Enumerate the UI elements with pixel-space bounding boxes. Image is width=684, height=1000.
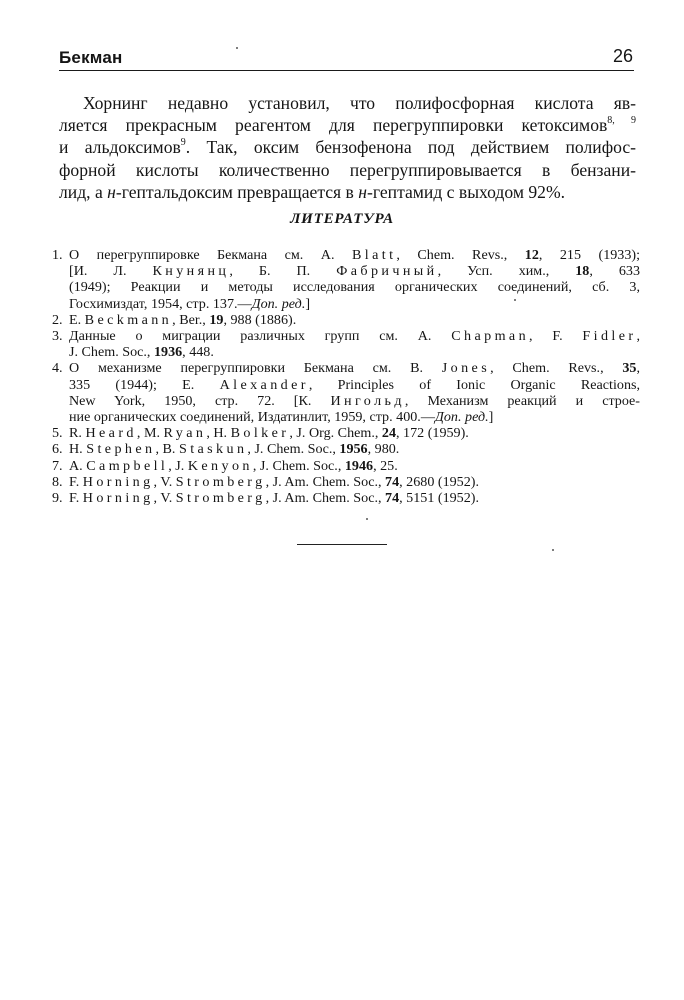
reference-text: , 448. [182, 344, 214, 361]
reference-text: E. [182, 376, 220, 393]
reference-text: , J. Chem. Soc., [252, 457, 345, 474]
reference-text: ние органических соединений, Издатинлит, 1959, стр. 400.— [69, 409, 435, 426]
reference-author: Horning [82, 490, 154, 507]
footnote-reference: 8, 9 [607, 115, 636, 127]
reference-text: R. [69, 425, 86, 442]
reference-text: О механизме перегруппировки Бекмана см. [69, 360, 411, 377]
reference-text: A. [417, 328, 452, 345]
reference-number: 2. [52, 311, 63, 328]
paragraph-text: лид, а [59, 181, 108, 202]
paragraph-line [59, 181, 636, 203]
reference-text: , Chem. Revs., [490, 360, 623, 377]
reference-text: , [636, 360, 640, 377]
print-speck [552, 549, 554, 551]
reference-text: F. [69, 490, 83, 507]
reference-text: , B. [155, 441, 179, 458]
reference-volume: 12 [524, 247, 539, 263]
reference-number: 8. [52, 473, 63, 490]
reference-item [52, 458, 640, 474]
reference-text: J. Chem. Soc., [69, 344, 154, 361]
reference-author: Фабричный [336, 263, 438, 280]
paragraph-line: форной кислоты количественно перегруппировывается в бензани- [59, 159, 636, 180]
reference-author: Jones [441, 360, 491, 377]
reference-text: , 633 [589, 263, 640, 280]
reference-volume: 35 [622, 360, 637, 377]
reference-line [69, 312, 640, 328]
paragraph-text: -гептамид с выходом 92%. [367, 181, 566, 202]
reference-author: Horning [82, 473, 154, 490]
reference-line [69, 360, 640, 376]
paragraph-text: . Так, оксим бензофенона под действием полифос- [185, 137, 636, 158]
reference-number: 1. [52, 247, 63, 263]
reference-volume: 18 [575, 263, 590, 280]
reference-author: Ryan [163, 425, 207, 442]
reference-text: , J. Am. Chem. Soc., [265, 473, 386, 490]
reference-text: , 2680 (1952). [399, 473, 479, 490]
reference-text: , V. [153, 490, 176, 507]
reference-line [69, 441, 640, 457]
reference-author: Blatt [351, 247, 397, 263]
reference-text: E. [69, 311, 85, 328]
reference-author: Staskun [178, 441, 248, 458]
reference-text: И. Л. [73, 263, 153, 280]
italic-prefix: н [107, 181, 116, 202]
reference-text: , J. Chem. Soc., [247, 441, 340, 458]
reference-text: О перегруппировке Бекмана см. [69, 247, 321, 263]
reference-item [52, 328, 640, 360]
reference-text: , J. [168, 457, 188, 474]
reference-line [69, 263, 640, 279]
reference-text: Данные о миграции различных групп см. [69, 328, 418, 345]
references-heading: ЛИТЕРАТУРА [290, 211, 394, 227]
running-header-title: Бекман [59, 48, 123, 67]
reference-number: 4. [52, 360, 63, 377]
paragraph-line [59, 136, 636, 158]
reference-text: H. [69, 441, 87, 458]
italic-prefix: н [358, 181, 367, 202]
body-paragraph [59, 92, 636, 203]
reference-line [69, 490, 640, 506]
paragraph-text: ляется прекрасным реагентом для перегруппировки кетоксимов [59, 115, 608, 136]
reference-author: Ингольд [330, 392, 405, 409]
reference-line [69, 458, 640, 474]
reference-number: 6. [52, 441, 63, 458]
reference-text: , Б. П. [229, 263, 337, 280]
reference-number: 7. [52, 457, 63, 474]
reference-item [52, 247, 640, 312]
reference-text: , J. Am. Chem. Soc., [265, 490, 386, 507]
reference-text: , V. [153, 473, 176, 490]
paragraph-text: и альдоксимов [59, 137, 181, 158]
editor-note: Доп. ред. [251, 295, 306, 312]
running-header [59, 44, 634, 71]
reference-author: Kenyon [187, 457, 253, 474]
reference-volume: 1956 [339, 441, 368, 458]
reference-text: , Chem. Revs., [396, 247, 525, 263]
reference-text: , Ber., [172, 311, 210, 328]
footnote-reference: 9 [180, 137, 186, 149]
paragraph-text: -гептальдоксим превращается в [115, 181, 359, 202]
reference-line [69, 296, 640, 312]
reference-text: , [636, 328, 640, 345]
references-list [52, 247, 640, 506]
reference-item [52, 474, 640, 490]
reference-line [69, 328, 640, 344]
print-speck [236, 47, 238, 49]
editor-note: Доп. ред. [434, 409, 489, 426]
section-end-rule [297, 544, 387, 545]
reference-number: 9. [52, 490, 63, 507]
page-number: 26 [612, 46, 633, 66]
reference-line [69, 425, 640, 441]
reference-author: Stephen [86, 441, 156, 458]
reference-text: [ [69, 263, 74, 280]
reference-text: ] [488, 409, 494, 426]
reference-line [69, 377, 640, 393]
reference-volume: 1936 [153, 344, 183, 361]
reference-volume: 74 [385, 473, 400, 490]
reference-author: Stromberg [175, 490, 266, 507]
reference-text: ] [305, 295, 311, 312]
reference-item [52, 490, 640, 506]
reference-text: , 172 (1959). [396, 425, 469, 442]
reference-text: К. [298, 392, 331, 409]
reference-text: , Principles of Ionic Organic Reactions, [308, 376, 640, 393]
reference-volume: 74 [385, 490, 400, 507]
reference-text: B. [410, 360, 442, 377]
reference-text: , Усп. хим., [437, 263, 576, 280]
reference-line [69, 409, 640, 425]
reference-text: (1949); Реакции и методы исследования органических соединений, сб. 3, [69, 279, 640, 296]
reference-text: A. [69, 457, 87, 474]
reference-text: , 980. [367, 441, 400, 458]
paragraph-line [59, 114, 636, 136]
reference-line [69, 247, 640, 263]
print-speck [514, 299, 516, 301]
reference-line [69, 344, 640, 360]
reference-item [52, 312, 640, 328]
reference-item [52, 425, 640, 441]
reference-line [69, 279, 640, 295]
reference-author: Beckmann [84, 311, 173, 328]
reference-number: 5. [52, 425, 63, 442]
reference-text: , M. [136, 425, 164, 442]
reference-volume: 1946 [344, 457, 374, 474]
reference-volume: 24 [381, 425, 396, 442]
reference-number: 3. [52, 328, 63, 345]
reference-text: , 988 (1886). [223, 311, 297, 328]
reference-author: Heard [85, 425, 137, 442]
reference-text: , J. Org. Chem., [289, 425, 382, 442]
reference-text: , 5151 (1952). [399, 490, 479, 507]
reference-text: , 25. [373, 457, 398, 474]
reference-author: Bolker [230, 425, 290, 442]
reference-text: A. [320, 247, 352, 263]
paragraph-line: Хорнинг недавно установил, что полифосфорная кислота яв- [83, 93, 636, 113]
reference-item [52, 441, 640, 457]
reference-author: Fidler [582, 328, 637, 345]
reference-line [69, 474, 640, 490]
reference-line [69, 393, 640, 409]
print-speck [366, 518, 368, 520]
reference-author: Chapman [451, 328, 530, 345]
reference-text: , F. [529, 328, 583, 345]
reference-text: Госхимиздат, 1954, стр. 137.— [69, 295, 252, 312]
reference-text: New York, 1950, стр. 72. [ [69, 392, 299, 409]
reference-text: , Механизм реакций и строе- [404, 392, 640, 409]
reference-text: 335 (1944); [69, 376, 183, 393]
reference-author: Alexander [219, 376, 309, 393]
reference-author: Stromberg [175, 473, 266, 490]
reference-text: , H. [206, 425, 231, 442]
reference-text: F. [69, 473, 83, 490]
reference-author: Кнунянц [152, 263, 230, 280]
reference-author: Campbell [86, 457, 169, 474]
reference-item [52, 360, 640, 425]
reference-volume: 19 [209, 311, 224, 328]
reference-text: , 215 (1933); [538, 247, 640, 263]
